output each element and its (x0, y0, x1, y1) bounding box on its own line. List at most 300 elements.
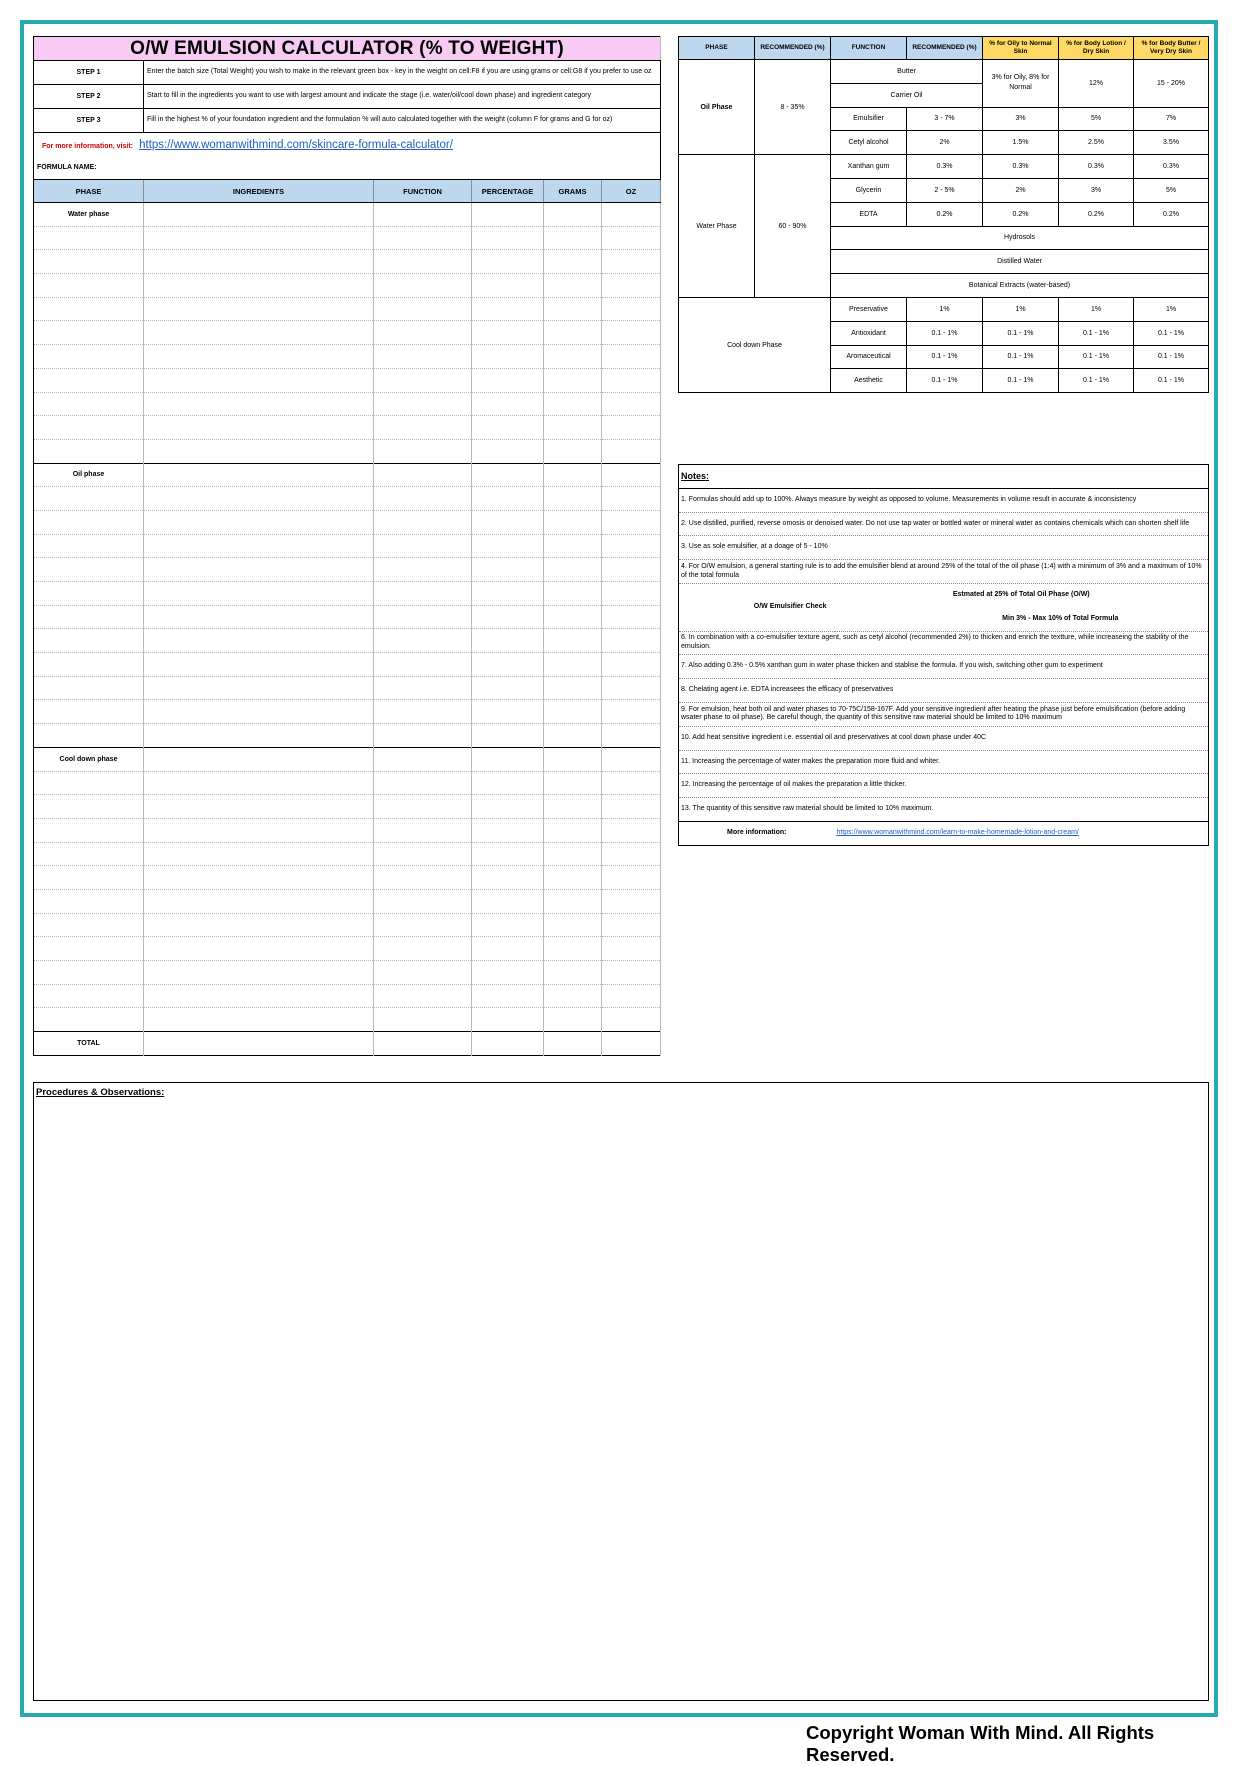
calculator-table (33, 36, 661, 1056)
ref-butter: 5% (1134, 178, 1209, 202)
ref-oily: 0.1 - 1% (983, 369, 1059, 393)
ingredient-cell[interactable] (144, 487, 374, 511)
more-info-link[interactable]: https://www.womanwithmind.com/learn-to-make-homemade-lotion-and-cream/ (835, 821, 1209, 845)
percentage-cell[interactable] (472, 889, 544, 913)
percentage-cell[interactable] (472, 771, 544, 795)
ingredient-cell[interactable] (144, 889, 374, 913)
function-cell[interactable] (374, 866, 472, 890)
step-label: STEP 2 (34, 85, 144, 109)
grams-cell[interactable] (544, 203, 602, 227)
function-cell[interactable] (374, 747, 472, 771)
function-cell[interactable] (374, 676, 472, 700)
oz-cell[interactable] (602, 937, 661, 961)
ingredient-cell[interactable] (144, 534, 374, 558)
oz-cell[interactable] (602, 368, 661, 392)
oz-cell[interactable] (602, 653, 661, 677)
function-cell[interactable] (374, 582, 472, 606)
function-cell[interactable] (374, 321, 472, 345)
ingredient-row (34, 747, 661, 771)
phase-cell[interactable] (34, 961, 144, 985)
ingredient-row (34, 818, 661, 842)
ref-function: Aromaceutical (831, 345, 907, 369)
grams-cell[interactable] (544, 605, 602, 629)
function-cell[interactable] (374, 842, 472, 866)
ingredient-cell[interactable] (144, 274, 374, 298)
oz-cell[interactable] (602, 534, 661, 558)
ref-lotion: 0.1 - 1% (1059, 369, 1134, 393)
phase-cell[interactable] (34, 913, 144, 937)
note-item: 13. The quantity of this sensitive raw material should be limited to 10% maximum. (679, 798, 1209, 822)
ingredient-cell[interactable] (144, 842, 374, 866)
ingredient-row (34, 226, 661, 250)
percentage-cell[interactable] (472, 250, 544, 274)
oz-cell[interactable] (602, 724, 661, 748)
phase-cell[interactable] (34, 818, 144, 842)
ref-butter: 0.3% (1134, 155, 1209, 179)
function-cell[interactable] (374, 889, 472, 913)
ingredient-row (34, 676, 661, 700)
ref-recommended: 0.1 - 1% (907, 369, 983, 393)
water-other: Hydrosols (831, 226, 1209, 250)
grams-cell[interactable] (544, 676, 602, 700)
ref-oily: 1.5% (983, 131, 1059, 155)
phase-cell[interactable] (34, 771, 144, 795)
grams-cell[interactable] (544, 439, 602, 463)
oz-cell[interactable] (602, 842, 661, 866)
grams-cell[interactable] (544, 345, 602, 369)
percentage-cell[interactable] (472, 203, 544, 227)
percentage-cell[interactable] (472, 392, 544, 416)
grams-cell[interactable] (544, 700, 602, 724)
note-item: 9. For emulsion, heat both oil and water phases to 70-75C/158-167F. Add your sensitive ingredient after heating the phase just before emulsification (before adding wsater phase to oil phase). Be careful though, the quantity of this sensitive raw material should be limited to 10% maximum (679, 702, 1209, 726)
total-cell (602, 1032, 661, 1056)
ingredient-cell[interactable] (144, 203, 374, 227)
percentage-cell[interactable] (472, 629, 544, 653)
ref-function: EDTA (831, 202, 907, 226)
phase-cell[interactable] (34, 676, 144, 700)
oz-cell[interactable] (602, 1008, 661, 1032)
ingredient-row (34, 582, 661, 606)
function-cell[interactable] (374, 274, 472, 298)
phase-cell[interactable] (34, 392, 144, 416)
total-cell (472, 1032, 544, 1056)
phase-cell[interactable] (34, 487, 144, 511)
percentage-cell[interactable] (472, 653, 544, 677)
procedures-title: Procedures & Observations: (36, 1087, 165, 1098)
oz-cell[interactable] (602, 226, 661, 250)
ingredient-cell[interactable] (144, 463, 374, 487)
function-cell[interactable] (374, 487, 472, 511)
ingredient-cell[interactable] (144, 297, 374, 321)
ingredient-cell[interactable] (144, 250, 374, 274)
grams-cell[interactable] (544, 961, 602, 985)
ref-butter: 0.1 - 1% (1134, 321, 1209, 345)
percentage-cell[interactable] (472, 534, 544, 558)
ref-lotion: 1% (1059, 297, 1134, 321)
phase-cell[interactable] (34, 510, 144, 534)
percentage-cell[interactable] (472, 676, 544, 700)
ref-butter: 0.1 - 1% (1134, 345, 1209, 369)
note-item: 6. In combination with a co-emulsifier texture agent, such as cetyl alcohol (recommended 2%) to thicken and enrich the textture, while increaseing the stability of the emulsion. (679, 631, 1209, 655)
ref-recommended: 0.2% (907, 202, 983, 226)
oz-cell[interactable] (602, 439, 661, 463)
grams-cell[interactable] (544, 534, 602, 558)
more-info-label: More information: (679, 821, 835, 845)
ref-lotion: 0.1 - 1% (1059, 345, 1134, 369)
oz-cell[interactable] (602, 203, 661, 227)
percentage-cell[interactable] (472, 961, 544, 985)
ref-col-recommended: RECOMMENDED (%) (907, 37, 983, 60)
note-item: 7. Also adding 0.3% - 0.5% xanthan gum in water phase thicken and stablise the formula. If you wish, switching other gum to experiment (679, 655, 1209, 679)
oz-cell[interactable] (602, 274, 661, 298)
percentage-cell[interactable] (472, 913, 544, 937)
percentage-cell[interactable] (472, 747, 544, 771)
oz-cell[interactable] (602, 345, 661, 369)
ref-lotion: 0.1 - 1% (1059, 321, 1134, 345)
grams-cell[interactable] (544, 866, 602, 890)
ingredient-cell[interactable] (144, 984, 374, 1008)
function-cell[interactable] (374, 463, 472, 487)
grams-cell[interactable] (544, 795, 602, 819)
percentage-cell[interactable] (472, 1008, 544, 1032)
function-cell[interactable] (374, 392, 472, 416)
oz-cell[interactable] (602, 676, 661, 700)
ref-butter: 1% (1134, 297, 1209, 321)
function-cell[interactable] (374, 913, 472, 937)
function-cell[interactable] (374, 345, 472, 369)
grams-cell[interactable] (544, 487, 602, 511)
phase-section-label: Water phase (34, 203, 144, 227)
ingredient-cell[interactable] (144, 724, 374, 748)
grams-cell[interactable] (544, 250, 602, 274)
ingredient-row (34, 368, 661, 392)
col-oz: OZ (602, 180, 661, 203)
phase-cell[interactable] (34, 297, 144, 321)
percentage-cell[interactable] (472, 439, 544, 463)
function-cell[interactable] (374, 724, 472, 748)
phase-cell[interactable] (34, 984, 144, 1008)
ingredient-row (34, 653, 661, 677)
percentage-cell[interactable] (472, 345, 544, 369)
grams-cell[interactable] (544, 558, 602, 582)
oz-cell[interactable] (602, 487, 661, 511)
ingredient-cell[interactable] (144, 558, 374, 582)
oz-cell[interactable] (602, 510, 661, 534)
function-cell[interactable] (374, 629, 472, 653)
phase-cell[interactable] (34, 629, 144, 653)
oz-cell[interactable] (602, 961, 661, 985)
notes-table (678, 464, 1209, 846)
percentage-cell[interactable] (472, 582, 544, 606)
function-cell[interactable] (374, 203, 472, 227)
percentage-cell[interactable] (472, 487, 544, 511)
formula-name-label: FORMULA NAME: (34, 157, 661, 180)
ingredient-row (34, 961, 661, 985)
phase-cell[interactable] (34, 653, 144, 677)
col-percentage: PERCENTAGE (472, 180, 544, 203)
grams-cell[interactable] (544, 913, 602, 937)
ingredient-cell[interactable] (144, 866, 374, 890)
phase-cell[interactable] (34, 866, 144, 890)
oz-cell[interactable] (602, 771, 661, 795)
ingredient-cell[interactable] (144, 368, 374, 392)
ingredient-row (34, 534, 661, 558)
page-title: O/W EMULSION CALCULATOR (% TO WEIGHT) (34, 37, 661, 61)
ingredient-cell[interactable] (144, 392, 374, 416)
phase-cell[interactable] (34, 321, 144, 345)
ingredient-cell[interactable] (144, 653, 374, 677)
phase-cell[interactable] (34, 1008, 144, 1032)
function-cell[interactable] (374, 250, 472, 274)
ingredient-row (34, 392, 661, 416)
function-cell[interactable] (374, 818, 472, 842)
ingredient-cell[interactable] (144, 416, 374, 440)
percentage-cell[interactable] (472, 226, 544, 250)
percentage-cell[interactable] (472, 321, 544, 345)
grams-cell[interactable] (544, 842, 602, 866)
grams-cell[interactable] (544, 274, 602, 298)
percentage-cell[interactable] (472, 724, 544, 748)
function-cell[interactable] (374, 605, 472, 629)
grams-cell[interactable] (544, 416, 602, 440)
grams-cell[interactable] (544, 818, 602, 842)
ingredient-row (34, 416, 661, 440)
ingredient-cell[interactable] (144, 676, 374, 700)
reference-table (678, 36, 1209, 393)
function-cell[interactable] (374, 984, 472, 1008)
ingredient-row (34, 724, 661, 748)
grams-cell[interactable] (544, 937, 602, 961)
percentage-cell[interactable] (472, 605, 544, 629)
ref-col-recommended: RECOMMENDED (%) (755, 37, 831, 60)
function-cell[interactable] (374, 226, 472, 250)
ingredient-cell[interactable] (144, 605, 374, 629)
grams-cell[interactable] (544, 226, 602, 250)
function-cell[interactable] (374, 439, 472, 463)
phase-cell[interactable] (34, 842, 144, 866)
note-item: 2. Use distilled, purified, reverse omosis or denoised water. Do not use tap water or bottled water or mineral water as contains chemicals which can shorten shelf life (679, 512, 1209, 536)
grams-cell[interactable] (544, 297, 602, 321)
ref-function: Emulsifier (831, 107, 907, 131)
carrier-oil-label: Carrier Oil (831, 83, 983, 107)
phase-cell[interactable] (34, 345, 144, 369)
phase-cell[interactable] (34, 226, 144, 250)
info-link[interactable]: https://www.womanwithmind.com/skincare-formula-calculator/ (139, 138, 453, 151)
oz-cell[interactable] (602, 984, 661, 1008)
ref-recommended: 2 - 5% (907, 178, 983, 202)
oz-cell[interactable] (602, 321, 661, 345)
ingredient-cell[interactable] (144, 226, 374, 250)
oz-cell[interactable] (602, 250, 661, 274)
phase-cell[interactable] (34, 558, 144, 582)
function-cell[interactable] (374, 653, 472, 677)
percentage-cell[interactable] (472, 937, 544, 961)
percentage-cell[interactable] (472, 558, 544, 582)
ingredient-cell[interactable] (144, 510, 374, 534)
grams-cell[interactable] (544, 582, 602, 606)
col-ingredients: INGREDIENTS (144, 180, 374, 203)
oz-cell[interactable] (602, 463, 661, 487)
butter-label: Butter (831, 60, 983, 84)
oz-cell[interactable] (602, 605, 661, 629)
ingredient-row (34, 984, 661, 1008)
ingredient-cell[interactable] (144, 700, 374, 724)
function-cell[interactable] (374, 558, 472, 582)
note-item: 1. Formulas should add up to 100%. Always measure by weight as opposed to volume. Measurements in volume result in accurate & inconsistency (679, 488, 1209, 512)
function-cell[interactable] (374, 961, 472, 985)
ingredient-row (34, 297, 661, 321)
procedures-box[interactable] (33, 1082, 1209, 1701)
grams-cell[interactable] (544, 463, 602, 487)
ingredient-cell[interactable] (144, 747, 374, 771)
percentage-cell[interactable] (472, 297, 544, 321)
oz-cell[interactable] (602, 297, 661, 321)
grams-cell[interactable] (544, 510, 602, 534)
oz-cell[interactable] (602, 582, 661, 606)
oils-oily: 3% for Oily, 8% for Normal (983, 60, 1059, 108)
function-cell[interactable] (374, 1008, 472, 1032)
water-phase-label: Water Phase (679, 155, 755, 298)
grams-cell[interactable] (544, 368, 602, 392)
ref-oily: 2% (983, 178, 1059, 202)
ref-recommended: 2% (907, 131, 983, 155)
oils-lotion: 12% (1059, 60, 1134, 108)
emulsifier-check-line1: Estmated at 25% of Total Oil Phase (O/W) (952, 591, 1090, 599)
grams-cell[interactable] (544, 1008, 602, 1032)
percentage-cell[interactable] (472, 795, 544, 819)
total-cell (544, 1032, 602, 1056)
grams-cell[interactable] (544, 653, 602, 677)
function-cell[interactable] (374, 416, 472, 440)
ingredient-cell[interactable] (144, 345, 374, 369)
ingredient-cell[interactable] (144, 937, 374, 961)
step-text: Enter the batch size (Total Weight) you wish to make in the relevant green box - key in the weight on cell:F8 if you are using grams or cell:G8 if you prefer to use oz (144, 61, 661, 85)
ref-col-oily: % for Oily to Normal Skin (983, 37, 1059, 60)
oz-cell[interactable] (602, 629, 661, 653)
ingredient-row (34, 463, 661, 487)
function-cell[interactable] (374, 795, 472, 819)
phase-cell[interactable] (34, 700, 144, 724)
ref-butter: 7% (1134, 107, 1209, 131)
percentage-cell[interactable] (472, 984, 544, 1008)
ingredient-cell[interactable] (144, 629, 374, 653)
ingredient-row (34, 842, 661, 866)
oz-cell[interactable] (602, 818, 661, 842)
oz-cell[interactable] (602, 913, 661, 937)
ref-function: Antioxidant (831, 321, 907, 345)
grams-cell[interactable] (544, 984, 602, 1008)
phase-cell[interactable] (34, 795, 144, 819)
oz-cell[interactable] (602, 889, 661, 913)
percentage-cell[interactable] (472, 700, 544, 724)
ingredient-cell[interactable] (144, 961, 374, 985)
ingredient-row (34, 889, 661, 913)
ref-function: Xanthan gum (831, 155, 907, 179)
grams-cell[interactable] (544, 771, 602, 795)
function-cell[interactable] (374, 368, 472, 392)
grams-cell[interactable] (544, 629, 602, 653)
ref-lotion: 2.5% (1059, 131, 1134, 155)
ingredient-cell[interactable] (144, 1008, 374, 1032)
function-cell[interactable] (374, 297, 472, 321)
percentage-cell[interactable] (472, 416, 544, 440)
phase-cell[interactable] (34, 368, 144, 392)
ref-col-lotion: % for Body Lotion / Dry Skin (1059, 37, 1134, 60)
ingredient-row (34, 700, 661, 724)
phase-cell[interactable] (34, 937, 144, 961)
percentage-cell[interactable] (472, 818, 544, 842)
function-cell[interactable] (374, 937, 472, 961)
ingredient-cell[interactable] (144, 795, 374, 819)
function-cell[interactable] (374, 700, 472, 724)
oz-cell[interactable] (602, 558, 661, 582)
phase-cell[interactable] (34, 605, 144, 629)
ref-function: Glycerin (831, 178, 907, 202)
oz-cell[interactable] (602, 700, 661, 724)
function-cell[interactable] (374, 771, 472, 795)
water-other: Distilled Water (831, 250, 1209, 274)
function-cell[interactable] (374, 534, 472, 558)
percentage-cell[interactable] (472, 510, 544, 534)
oz-cell[interactable] (602, 866, 661, 890)
note-item: 4. For O/W emulsion, a general starting rule is to add the emulsifier blend at around 25% of the total of the oil phase (1:4) with a minimum of 3% and a maximum of 10% of the total formula (679, 560, 1209, 584)
step-text: Fill in the highest % of your foundation ingredient and the formulation % will auto calculated together with the weight (column F for grams and G for oz) (144, 109, 661, 133)
phase-cell[interactable] (34, 439, 144, 463)
ref-col-butter: % for Body Butter / Very Dry Skin (1134, 37, 1209, 60)
percentage-cell[interactable] (472, 842, 544, 866)
percentage-cell[interactable] (472, 368, 544, 392)
ref-oily: 3% (983, 107, 1059, 131)
phase-cell[interactable] (34, 724, 144, 748)
ingredient-cell[interactable] (144, 818, 374, 842)
ref-function: Aesthetic (831, 369, 907, 393)
ingredient-row (34, 345, 661, 369)
function-cell[interactable] (374, 510, 472, 534)
phase-cell[interactable] (34, 889, 144, 913)
ingredient-cell[interactable] (144, 913, 374, 937)
percentage-cell[interactable] (472, 866, 544, 890)
ingredient-cell[interactable] (144, 321, 374, 345)
phase-cell[interactable] (34, 416, 144, 440)
phase-cell[interactable] (34, 534, 144, 558)
grams-cell[interactable] (544, 724, 602, 748)
oz-cell[interactable] (602, 795, 661, 819)
oz-cell[interactable] (602, 747, 661, 771)
ingredient-cell[interactable] (144, 771, 374, 795)
ref-recommended: 1% (907, 297, 983, 321)
emulsifier-check-label: O/W Emulsifier Check (679, 583, 835, 631)
total-row (34, 1032, 661, 1056)
ingredient-cell[interactable] (144, 582, 374, 606)
ingredient-row (34, 250, 661, 274)
phase-cell[interactable] (34, 250, 144, 274)
grams-cell[interactable] (544, 889, 602, 913)
percentage-cell[interactable] (472, 463, 544, 487)
grams-cell[interactable] (544, 321, 602, 345)
phase-cell[interactable] (34, 274, 144, 298)
oz-cell[interactable] (602, 392, 661, 416)
ref-recommended: 3 - 7% (907, 107, 983, 131)
ingredient-cell[interactable] (144, 439, 374, 463)
grams-cell[interactable] (544, 747, 602, 771)
note-item: 10. Add heat sensitive ingredient i.e. essential oil and preservatives at cool down phase under 40C (679, 726, 1209, 750)
ref-lotion: 3% (1059, 178, 1134, 202)
oz-cell[interactable] (602, 416, 661, 440)
ingredient-row (34, 321, 661, 345)
percentage-cell[interactable] (472, 274, 544, 298)
phase-cell[interactable] (34, 582, 144, 606)
grams-cell[interactable] (544, 392, 602, 416)
